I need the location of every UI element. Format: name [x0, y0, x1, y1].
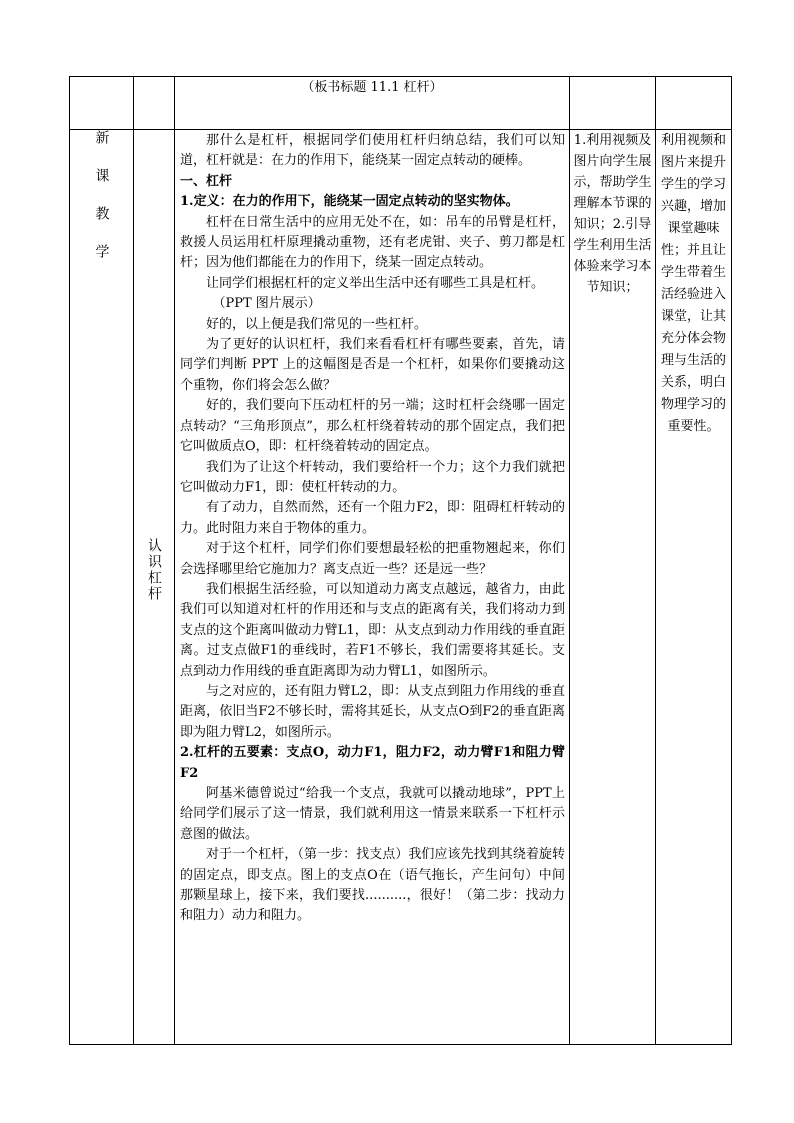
paragraph: 我们根据生活经验，可以知道动力离支点越远，越省力，由此我们可以知道对杠杆的作用还和与支点的距离有关，我们将动力到支点的这个距离叫做动力臂L1，即：从支点到动力作用线的垂直距离。过支点做F1的垂线时，若F1不够长，我们需要将其延长。支点到动力作用线的垂直距离即为动力臂L1，如图所示。	[180, 581, 565, 679]
board-title: （板书标题 11.1 杠杆）	[301, 80, 443, 95]
paragraph: 阿基米德曾说过“给我一个支点，我就可以撬动地球”，PPT上给同学们展示了这一情景，我们就利用这一情景来联系一下杠杆示意图的做法。	[180, 786, 565, 842]
topic-cell	[134, 130, 175, 1045]
paragraph: 与之对应的，还有阻力臂L2，即：从支点到阻力作用线的垂直距离，依旧当F2不够长时，需将其延长，从支点O到F2的垂直距离即为阻力臂L2，如图所示。	[180, 683, 565, 740]
topic-label: 认识杠杆	[146, 538, 162, 602]
paragraph: 我们为了让这个杆转动，我们要给杆一个力；这个力我们就把它叫做动力F1，即：使杠杆转动的力。	[180, 459, 565, 495]
intent-cell-empty	[570, 77, 656, 130]
definition-heading: 1.定义：在力的作用下，能绕某一固定点转动的坚实物体。	[180, 194, 519, 210]
teaching-value: 利用视频和图片来提升学生的学习兴趣，增加课堂趣味性；并且让学生带着生活经验进入课堂，让其充分体会物理与生活的关系，明白物理学习的重要性。	[660, 133, 726, 434]
section-heading: 一、杠杆	[180, 173, 233, 189]
paragraph: 对于这个杠杆，同学们你们要想最轻松的把重物翘起来，你们会选择哪里给它施加力？离支点近一些？还是远一些？	[180, 541, 565, 577]
main-row	[70, 130, 732, 1045]
paragraph: 让同学们根据杠杆的定义举出生活中还有哪些工具是杠杆。	[206, 275, 545, 291]
paragraph: （PPT 图片展示）	[212, 296, 321, 312]
five-elements-heading: 2.杠杆的五要素：支点O，动力F1，阻力F2，动力臂F1和阻力臂F2	[180, 745, 565, 781]
teaching-content-cell	[175, 130, 570, 1045]
paragraph: 好的，我们要向下压动杠杆的另一端；这时杠杆会绕哪一固定点转动？“三角形顶点”，那么杠杆绕着转动的那个固定点，我们把它叫做质点O，即：杠杆绕着转动的固定点。	[180, 398, 565, 455]
teaching-content	[175, 130, 569, 927]
board-title-cell	[175, 77, 570, 130]
paragraph: 为了更好的认识杠杆，我们来看看杠杆有哪些要素，首先，请同学们判断 PPT 上的这幅图是否是一个杠杆，如果你们要撬动这个重物，你们将会怎么做？	[180, 337, 565, 393]
stage-cell	[70, 130, 134, 1045]
stage-label: 新课教学	[93, 130, 110, 282]
paragraph: 好的，以上便是我们常见的一些杠杆。	[206, 316, 428, 332]
topic-cell-empty	[134, 77, 175, 130]
paragraph: 对于一个杠杆，（第一步：找支点）我们应该先找到其绕着旋转的固定点，即支点。图上的支点O在（语气拖长，产生问句）中间那颗星球上，接下来，我们要找..........，很好！（第二步：找动力和阻力）动力和阻力。	[180, 847, 565, 924]
design-intent-cell	[570, 130, 656, 1045]
paragraph: 有了动力，自然而然，还有一个阻力F2，即：阻碍杠杆转动的力。此时阻力来自于物体的重力。	[180, 500, 565, 536]
teaching-value-cell	[656, 130, 732, 1045]
header-row	[70, 77, 732, 130]
paragraph: 杠杆在日常生活中的应用无处不在，如：吊车的吊臂是杠杆，救援人员运用杠杆原理撬动重物，还有老虎钳、夹子、剪刀都是杠杆；因为他们都能在力的作用下，绕某一固定点转动。	[180, 214, 565, 271]
value-cell-empty	[656, 77, 732, 130]
stage-cell-empty	[70, 77, 134, 130]
paragraph: 那什么是杠杆，根据同学们使用杠杆归纳总结，我们可以知道，杠杆就是：在力的作用下，能绕某一固定点转动的硬棒。	[180, 133, 565, 169]
lesson-plan-table	[69, 76, 732, 1045]
design-intent: 1.利用视频及图片向学生展示，帮助学生理解本节课的知识；2.引导学生利用生活体验来学习本节知识；	[573, 133, 652, 295]
